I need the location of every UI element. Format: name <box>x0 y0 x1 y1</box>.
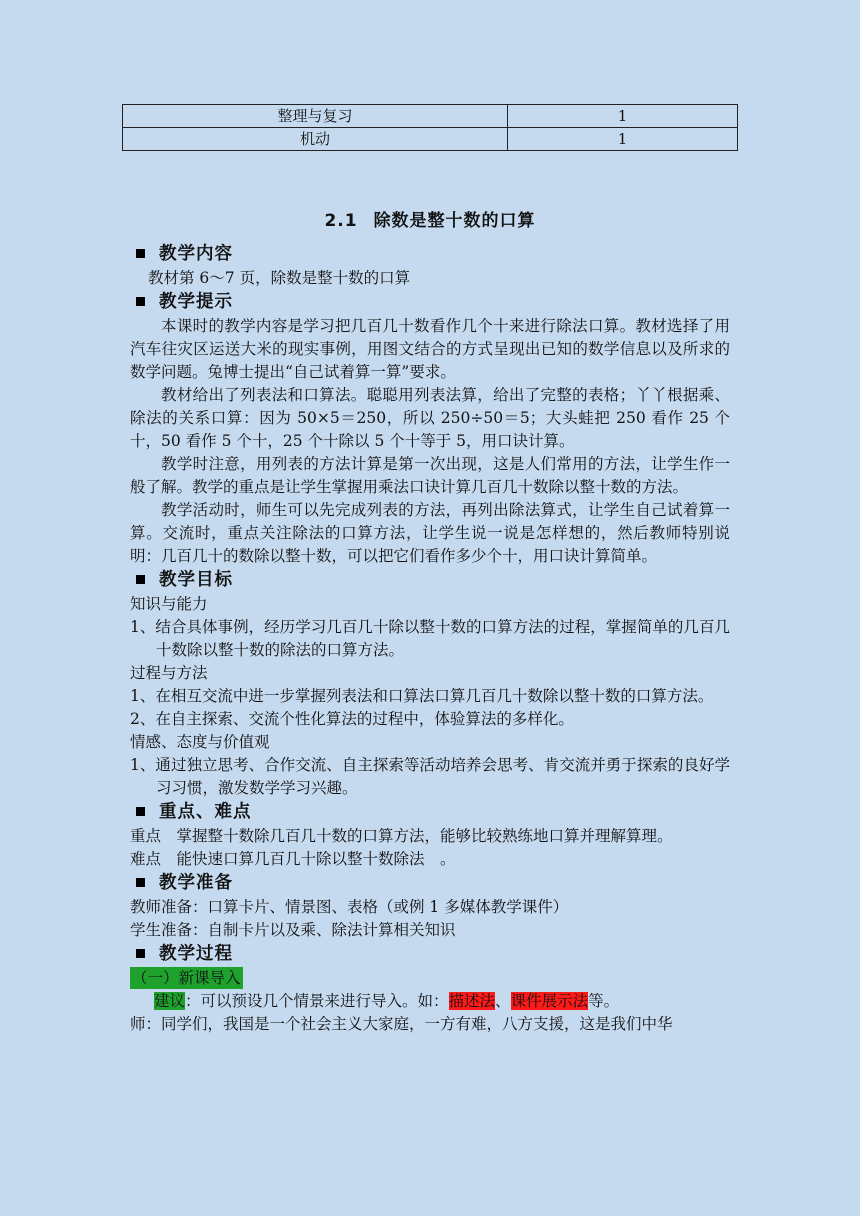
goal-item: 1、通过独立思考、合作交流、自主探索等活动培养会思考、肯交流并勇于探索的良好学习习惯，激发数学学习兴趣。 <box>130 756 730 797</box>
key-point-text: 重点 掌握整十数除几百几十数的口算方法，能够比较熟练地口算并理解算理。 <box>130 827 673 845</box>
square-bullet-icon <box>136 949 145 958</box>
step-label-highlight: （一）新课导入 <box>132 969 241 987</box>
table-cell: 机动 <box>123 128 508 151</box>
student-preparation: 学生准备：自制卡片以及乘、除法计算相关知识 <box>130 921 456 939</box>
method-highlight: 课件展示法 <box>510 992 589 1010</box>
square-bullet-icon <box>136 807 145 816</box>
goal-item: 1、在相互交流中进一步掌握列表法和口算法口算几百几十数除以整十数的口算方法。 <box>130 687 714 705</box>
tips-paragraph: 教学活动时，师生可以先完成列表的方法，再列出除法算式，让学生自己试着算一算。交流时，重点关注除法的口算方法，让学生说一说是怎样想的，然后教师特别说明：几百几十的数除以整十数，可以把它们看作多少个十，用口诀计算简单。 <box>130 501 730 565</box>
section-title-text: 除数是整十数的口算 <box>373 211 536 231</box>
square-bullet-icon <box>136 575 145 584</box>
table-cell: 整理与复习 <box>123 105 508 128</box>
heading-preparation: 教学准备 <box>130 871 730 896</box>
section-number: 2.1 <box>324 211 358 231</box>
heading-process: 教学过程 <box>130 942 730 967</box>
goal-group-label: 情感、态度与价值观 <box>130 733 270 751</box>
tips-paragraph: 教学时注意，用列表的方法计算是第一次出现，这是人们常用的方法，让学生作一般了解。教学的重点是让学生掌握用乘法口诀计算几百几十数除以整十数的方法。 <box>130 455 730 496</box>
square-bullet-icon <box>136 878 145 887</box>
process-step <box>130 967 730 990</box>
heading-key-points: 重点、难点 <box>130 800 730 825</box>
table-row <box>123 105 738 128</box>
schedule-table <box>122 104 738 151</box>
suggestion-line: 建议：可以预设几个情景来进行导入。如：描述法、课件展示法等。 <box>154 992 620 1010</box>
goal-item: 2、在自主探索、交流个性化算法的过程中，体验算法的多样化。 <box>130 710 574 728</box>
heading-teaching-goals: 教学目标 <box>130 568 730 593</box>
section-title <box>0 206 860 231</box>
teacher-preparation: 教师准备：口算卡片、情景图、表格（或例 1 多媒体教学课件） <box>130 898 569 916</box>
goal-item: 1、结合具体事例，经历学习几百几十除以整十数的口算方法的过程，掌握简单的几百几十数除以整十数的除法的口算方法。 <box>130 618 730 659</box>
suggestion-text: ：可以预设几个情景来进行导入。如： <box>185 992 449 1010</box>
method-highlight: 描述法 <box>448 992 496 1010</box>
teacher-dialogue: 师：同学们，我国是一个社会主义大家庭，一方有难，八方支援，这是我们中华 <box>130 1015 673 1033</box>
tips-paragraph: 本课时的教学内容是学习把几百几十数看作几个十来进行除法口算。教材选择了用汽车往灾区运送大米的现实事例，用图文结合的方式呈现出已知的数学信息以及所求的数学问题。兔博士提出“自己试着算一算”要求。 <box>130 317 730 381</box>
goal-group-label: 过程与方法 <box>130 664 208 682</box>
table-row <box>123 128 738 151</box>
table-cell: 1 <box>508 128 738 151</box>
tips-paragraph: 教材给出了列表法和口算法。聪聪用列表法算，给出了完整的表格；丫丫根据乘、除法的关系口算：因为 50×5＝250，所以 250÷50＝5；大头蛙把 250 看作 25 个十，50 看作 5 个十，25 个十除以 5 个十等于 5，用口诀计算。 <box>130 386 730 450</box>
square-bullet-icon <box>136 297 145 306</box>
table-cell: 1 <box>508 105 738 128</box>
lesson-content <box>130 242 730 1036</box>
heading-teaching-content: 教学内容 <box>130 242 730 267</box>
square-bullet-icon <box>136 249 145 258</box>
suggestion-label: 建议 <box>154 992 186 1010</box>
goal-group-label: 知识与能力 <box>130 595 208 613</box>
heading-teaching-tips: 教学提示 <box>130 290 730 315</box>
difficulty-text: 难点 能快速口算几百几十除以整十数除法 。 <box>130 850 456 868</box>
teaching-content-text: 教材第 6～7 页，除数是整十数的口算 <box>148 269 411 287</box>
